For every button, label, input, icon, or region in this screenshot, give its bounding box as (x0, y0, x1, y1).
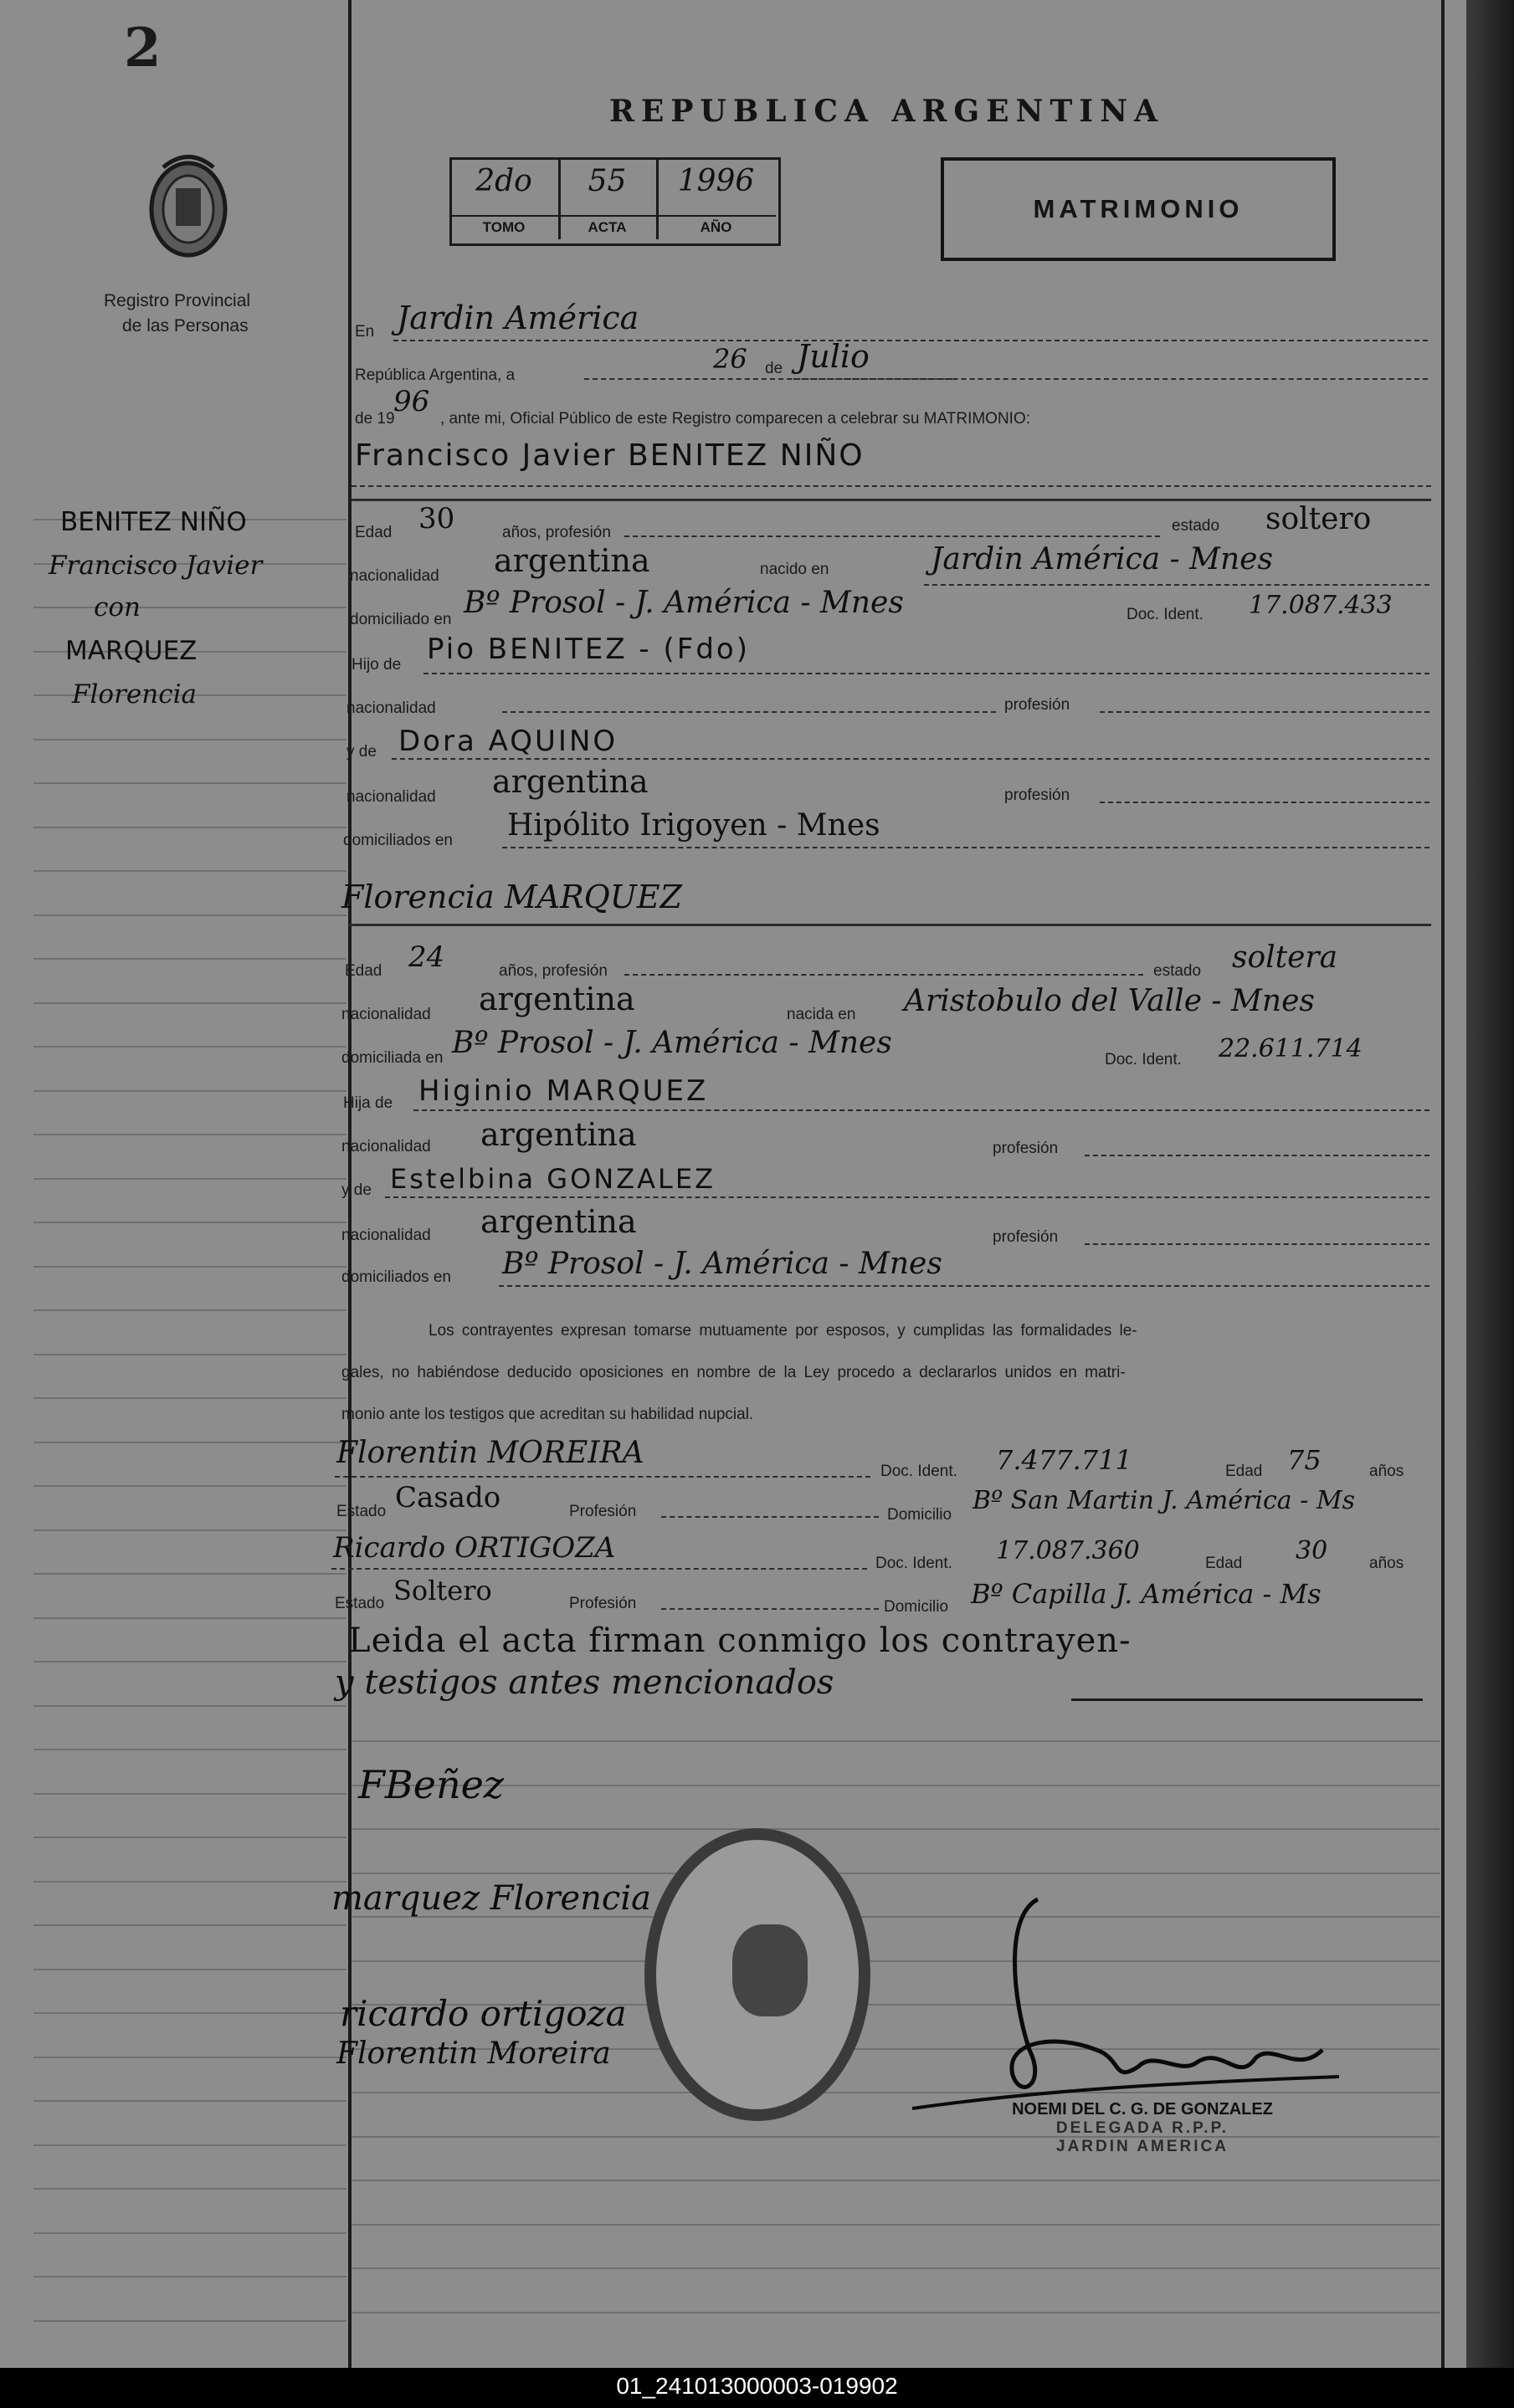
bride-mother-line (385, 1196, 1429, 1198)
bride-nac-label: nacionalidad (341, 1006, 431, 1023)
margin-note-line4: MARQUEZ (65, 636, 198, 666)
witness1-anos-label: años (1369, 1463, 1404, 1480)
margin-ruled-line (33, 1442, 346, 1443)
witness2-dom-label: Domicilio (884, 1598, 949, 1616)
margin-ruled-line (33, 1837, 346, 1838)
margin-ruled-line (33, 607, 346, 608)
witness1-name-line (335, 1476, 870, 1478)
groom-name: Francisco Javier BENITEZ NIÑO (355, 438, 865, 473)
groom-born-line (924, 584, 1429, 586)
margin-ruled-line (33, 1485, 346, 1487)
margin-ruled-line (33, 1749, 346, 1750)
margin-ruled-line (33, 782, 346, 784)
margin-ruled-line (33, 1266, 346, 1268)
margin-ruled-line (33, 1529, 346, 1531)
groom-parents-address: Hipólito Irigoyen - Mnes (507, 808, 880, 843)
groom-nationality: argentina (494, 542, 650, 579)
closing-note-line2: y testigos antes mencionados (335, 1663, 834, 1702)
page-number: 2 (124, 17, 162, 79)
act-type-box: MATRIMONIO (941, 157, 1336, 261)
official-block (908, 2100, 1377, 2156)
groom-hijo-label: Hijo de (352, 656, 402, 674)
groom-mother-nat: argentina (492, 763, 649, 800)
witness1-name: Florentin MOREIRA (336, 1436, 644, 1470)
de-label: de (765, 360, 783, 377)
closing-underline (1071, 1698, 1423, 1701)
bride-father-nac-label: nacionalidad (341, 1138, 431, 1155)
bride-doc-label: Doc. Ident. (1105, 1051, 1182, 1068)
intro-statement: , ante mi, Oficial Público de este Registro comparecen a celebrar su MATRIMONIO: (440, 410, 1031, 428)
document-title: REPUBLICA ARGENTINA (609, 94, 1164, 129)
signature-witness-1: ricardo ortigoza (340, 1993, 627, 2034)
bride-dom-label: domiciliada en (341, 1049, 444, 1067)
groom-father-nac-line (502, 711, 996, 713)
groom-born-label: nacido en (760, 561, 829, 578)
bride-age: 24 (408, 940, 445, 974)
body-ruled-line (352, 2312, 1440, 2313)
official-place: JARDIN AMERICA (1056, 2138, 1229, 2155)
margin-ruled-line (33, 739, 346, 740)
book-edge (1466, 0, 1514, 2368)
witness2-estado-label: Estado (335, 1595, 385, 1612)
bride-edad-label: Edad (345, 962, 382, 980)
bride-born: Aristobulo del Valle - Mnes (904, 984, 1315, 1018)
en-label: En (355, 323, 375, 341)
witness1-dom-label: Domicilio (887, 1506, 952, 1524)
margin-ruled-line (33, 1134, 346, 1135)
margin-ruled-line (33, 2320, 346, 2322)
bride-mother-prof-label: profesión (993, 1228, 1059, 1246)
groom-address: Bº Prosol - J. América - Mnes (464, 586, 904, 620)
registry-name-line1: Registro Provincial (104, 291, 251, 310)
groom-father-prof-label: profesión (1004, 696, 1070, 714)
right-rule (1441, 0, 1445, 2368)
month-line (793, 378, 1428, 380)
bride-father: Higinio MARQUEZ (418, 1074, 709, 1108)
official-name: NOEMI DEL C. G. DE GONZALEZ (1012, 2100, 1273, 2119)
official-signature-icon (904, 1883, 1373, 2117)
tomo-cell (449, 159, 561, 239)
signature-witness-2: Florentin Moreira (336, 2037, 611, 2071)
margin-ruled-line (33, 1178, 346, 1180)
margin-note-line3: con (94, 592, 141, 622)
groom-edad-label: Edad (355, 524, 393, 541)
margin-ruled-line (33, 1354, 346, 1355)
bride-born-label: nacida en (787, 1006, 856, 1023)
bride-yde-label: y de (341, 1181, 372, 1199)
ano-cell (656, 159, 776, 239)
signature-groom: FBeñez (358, 1762, 505, 1807)
margin-ruled-line (33, 1002, 346, 1004)
bride-nationality: argentina (479, 981, 635, 1017)
ano-value: 1996 (677, 164, 755, 198)
intro-month: Julio (797, 338, 870, 375)
bride-hija-label: Hija de (343, 1094, 393, 1112)
witness2-prof-label: Profesión (569, 1595, 637, 1612)
groom-born: Jardin América - Mnes (931, 542, 1273, 576)
bride-parents-address: Bº Prosol - J. América - Mnes (502, 1247, 942, 1281)
witness2-edad-label: Edad (1205, 1555, 1243, 1572)
bride-anos-label: años, profesión (499, 962, 608, 980)
witness2-doc: 17.087.360 (996, 1536, 1140, 1565)
witness1-doc-label: Doc. Ident. (880, 1463, 957, 1480)
body-ruled-line (352, 1828, 1440, 1830)
groom-nac-label: nacionalidad (350, 567, 439, 585)
margin-ruled-line (33, 2144, 346, 2146)
groom-father-nac-label: nacionalidad (346, 699, 436, 717)
groom-mother-nac-label: nacionalidad (346, 788, 436, 806)
margin-ruled-line (33, 1046, 346, 1048)
margin-ruled-line (33, 827, 346, 828)
year-prefix: de 19 (355, 410, 395, 428)
groom-mother: Dora AQUINO (398, 725, 618, 758)
margin-note-line5: Florencia (72, 679, 197, 710)
signature-bride: marquez Florencia (331, 1879, 651, 1918)
witness1-edad-label: Edad (1225, 1463, 1263, 1480)
witness2-anos-label: años (1369, 1555, 1404, 1572)
groom-doc: 17.087.433 (1249, 591, 1393, 620)
groom-estado-label: estado (1172, 517, 1220, 535)
groom-father: Pio BENITEZ - (Fdo) (427, 633, 750, 666)
witness1-prof-label: Profesión (569, 1503, 637, 1520)
declaration-line3: monio ante los testigos que acreditan su habilidad nupcial. (341, 1406, 754, 1423)
margin-ruled-line (33, 1222, 346, 1223)
margin-ruled-line (33, 1793, 346, 1795)
bride-mother-nat: argentina (480, 1203, 637, 1240)
bride-father-prof-label: profesión (993, 1140, 1059, 1157)
groom-father-prof-line (1100, 711, 1429, 713)
bride-father-line (413, 1109, 1429, 1111)
groom-yde-label: y de (346, 743, 377, 761)
bride-prof-line (624, 974, 1143, 976)
witness1-address: Bº San Martin J. América - Ms (973, 1486, 1356, 1515)
margin-ruled-line (33, 2188, 346, 2190)
year-suffix: 96 (393, 385, 430, 418)
body-ruled-line (352, 2224, 1440, 2226)
official-title: DELEGADA R.P.P. (1055, 2119, 1229, 2137)
witness1-age: 75 (1287, 1444, 1322, 1476)
file-caption: 01_241013000003-019902 (616, 2373, 898, 2399)
groom-father-line (423, 673, 1429, 674)
tomo-label: TOMO (449, 215, 558, 236)
groom-anos-label: años, profesión (502, 524, 611, 541)
provincial-seal-icon (146, 151, 230, 259)
bride-parents-line (499, 1285, 1429, 1287)
groom-mother-line (392, 758, 1429, 760)
body-ruled-line (352, 2180, 1440, 2181)
margin-ruled-line (33, 2100, 346, 2102)
witness2-estado: Soltero (393, 1575, 492, 1606)
margin-ruled-line (33, 1617, 346, 1619)
margin-ruled-line (33, 1924, 346, 1926)
witness1-estado: Casado (395, 1481, 501, 1514)
margin-ruled-line (33, 1705, 346, 1707)
witness2-address: Bº Capilla J. América - Ms (971, 1578, 1322, 1610)
margin-ruled-line (33, 1090, 346, 1092)
margin-ruled-line (33, 2057, 346, 2058)
groom-parents-dom-label: domiciliados en (343, 832, 453, 849)
groom-separator (352, 499, 1431, 501)
margin-ruled-line (33, 1573, 346, 1575)
margin-ruled-line (33, 2012, 346, 2014)
body-ruled-line (352, 1785, 1440, 1786)
body-ruled-line (352, 1740, 1440, 1742)
witness2-doc-label: Doc. Ident. (875, 1555, 952, 1572)
witness2-name: Ricardo ORTIGOZA (333, 1531, 616, 1565)
acta-cell (558, 159, 659, 239)
declaration-line1: Los contrayentes expresan tomarse mutuamente por esposos, y cumplidas las formalidades le- (429, 1322, 1137, 1340)
witness2-prof-line (661, 1608, 879, 1610)
registry-name-line2: de las Personas (122, 316, 249, 336)
intro-place-line (393, 340, 1428, 341)
bride-doc: 22.611.714 (1219, 1034, 1363, 1063)
bride-mother-nac-label: nacionalidad (341, 1227, 431, 1244)
margin-ruled-line (33, 2232, 346, 2234)
bride-mother-prof-line (1085, 1243, 1429, 1245)
bride-parents-dom-label: domiciliados en (341, 1268, 451, 1286)
margin-note-line1: BENITEZ NIÑO (60, 507, 247, 537)
margin-ruled-line (33, 1881, 346, 1883)
bride-address: Bº Prosol - J. América - Mnes (452, 1026, 892, 1060)
groom-parents-line (502, 847, 1429, 848)
groom-prof-line (624, 535, 1160, 537)
margin-note-line2: Francisco Javier (49, 551, 263, 581)
groom-dom-label: domiciliado en (350, 611, 452, 628)
margin-ruled-line (33, 870, 346, 872)
margin-ruled-line (33, 1661, 346, 1663)
margin-ruled-line (33, 915, 346, 916)
margin-ruled-line (33, 1969, 346, 1970)
margin-ruled-line (33, 2276, 346, 2277)
groom-estado: soltero (1265, 502, 1372, 536)
witness1-estado-label: Estado (336, 1503, 387, 1520)
witness2-age: 30 (1296, 1536, 1328, 1565)
ano-label: AÑO (656, 215, 776, 236)
republica-label: República Argentina, a (355, 366, 516, 384)
groom-doc-label: Doc. Ident. (1127, 606, 1204, 623)
body-ruled-line (352, 2267, 1440, 2269)
witness2-name-line (331, 1568, 867, 1570)
body-ruled-line (352, 1873, 1440, 1874)
bride-separator (348, 924, 1431, 926)
witness1-doc: 7.477.711 (996, 1444, 1132, 1476)
bride-mother: Estelbina GONZALEZ (390, 1163, 716, 1195)
bride-estado: soltera (1232, 940, 1338, 975)
groom-mother-prof-line (1100, 802, 1429, 803)
tomo-value: 2do (475, 164, 532, 198)
intro-place: Jardin América (397, 300, 639, 336)
bride-father-prof-line (1085, 1155, 1429, 1156)
stamp-emblem (732, 1924, 808, 2016)
intro-day: 26 (713, 343, 747, 375)
witness1-prof-line (661, 1516, 879, 1518)
margin-ruled-line (33, 958, 346, 960)
groom-name-line (352, 485, 1431, 487)
acta-value: 55 (588, 164, 627, 198)
acta-label: ACTA (558, 215, 656, 236)
margin-ruled-line (33, 1309, 346, 1311)
declaration-line2: gales, no habiéndose deducido oposiciones en nombre de la Ley procedo a declararlos unidos en matri- (341, 1364, 1126, 1381)
groom-age: 30 (418, 502, 455, 535)
groom-mother-prof-label: profesión (1004, 786, 1070, 804)
bride-estado-label: estado (1153, 962, 1202, 980)
closing-note-line1: Leida el acta firman conmigo los contrayen- (348, 1622, 1132, 1660)
bride-name: Florencia MARQUEZ (341, 879, 682, 915)
margin-ruled-line (33, 1397, 346, 1399)
bride-father-nat: argentina (480, 1116, 637, 1153)
